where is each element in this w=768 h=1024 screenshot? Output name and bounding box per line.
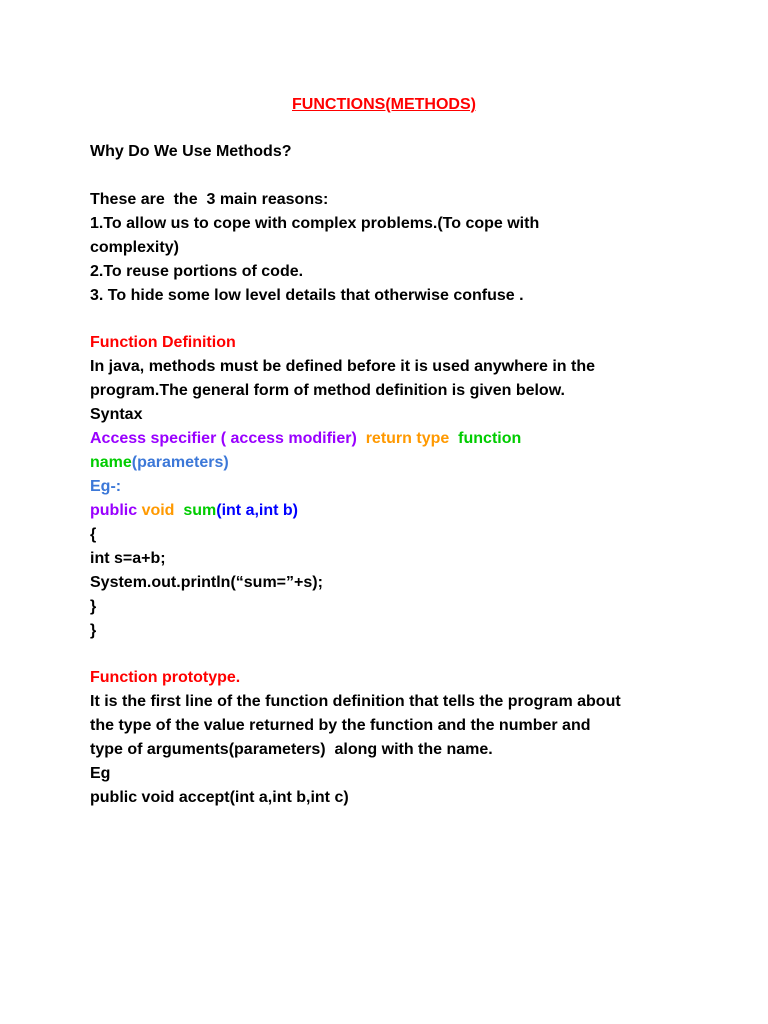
reason-1-line-2: complexity) (90, 239, 179, 256)
reason-2: 2.To reuse portions of code. (90, 263, 304, 280)
function-definition-heading: Function Definition (90, 334, 236, 351)
reasons-intro: These are the 3 main reasons: (90, 191, 329, 208)
example-args: (int a,int b) (216, 502, 299, 519)
definition-text-line-1: In java, methods must be defined before it is used anywhere in the (90, 358, 595, 375)
example-close-brace-1: } (90, 598, 97, 615)
eg-label: Eg-: (90, 478, 122, 495)
example-print-statement: System.out.println(“sum=”+s); (90, 574, 323, 591)
example-public: public (90, 502, 138, 519)
syntax-line-1 (90, 427, 521, 451)
reason-3: 3. To hide some low level details that otherwise confuse . (90, 287, 524, 304)
example-signature (90, 499, 298, 523)
why-question: Why Do We Use Methods? (90, 143, 292, 160)
prototype-eg-label: Eg (90, 765, 111, 782)
example-open-brace: { (90, 526, 97, 543)
syntax-name-word: name (90, 454, 132, 471)
syntax-label: Syntax (90, 406, 143, 423)
example-close-brace-2: } (90, 622, 97, 639)
prototype-text-line-1: It is the first line of the function definition that tells the program about (90, 693, 621, 710)
syntax-function-word: function (458, 430, 522, 447)
syntax-return-type: return type (365, 430, 450, 447)
definition-text-line-2: program.The general form of method definition is given below. (90, 382, 565, 399)
example-sum: sum (183, 502, 217, 519)
prototype-text-line-3: type of arguments(parameters) along with the name. (90, 741, 493, 758)
page-title: FUNCTIONS(METHODS) (292, 96, 476, 113)
syntax-access-specifier: Access specifier ( access modifier) (90, 430, 357, 447)
syntax-line-2 (90, 451, 229, 475)
example-void: void (141, 502, 175, 519)
prototype-text-line-2: the type of the value returned by the function and the number and (90, 717, 591, 734)
example-declaration: int s=a+b; (90, 550, 166, 567)
function-prototype-heading: Function prototype. (90, 669, 241, 686)
prototype-example: public void accept(int a,int b,int c) (90, 789, 349, 806)
reason-1-line-1: 1.To allow us to cope with complex problems.(To cope with (90, 215, 540, 232)
syntax-parameters: (parameters) (131, 454, 229, 471)
